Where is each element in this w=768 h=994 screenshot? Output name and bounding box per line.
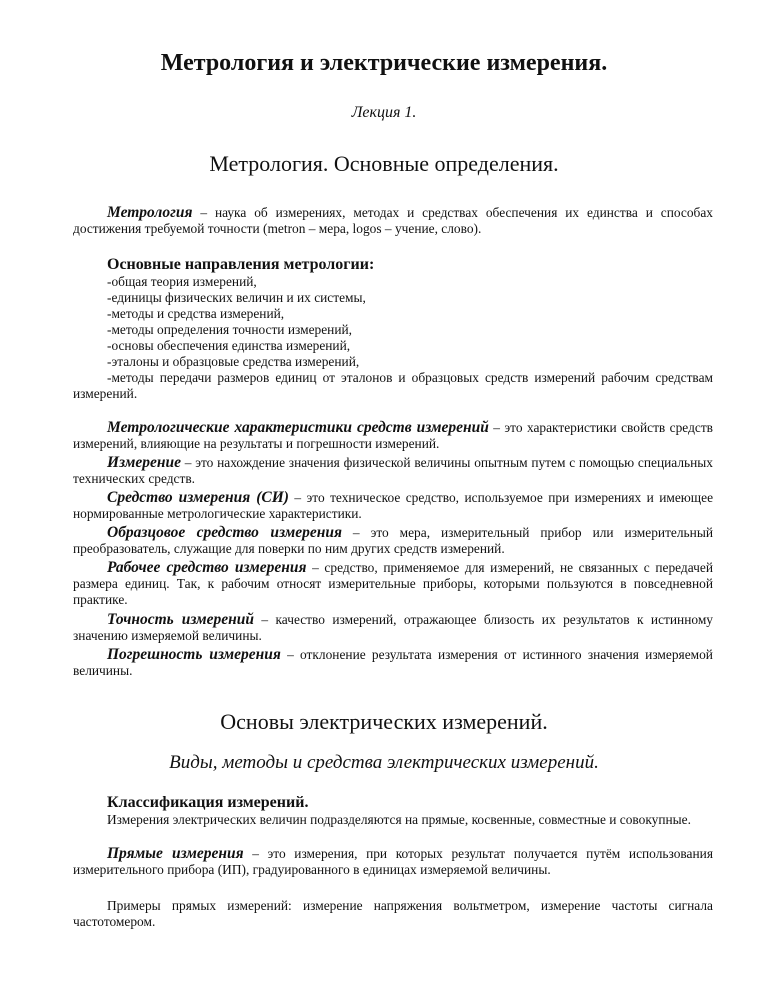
definition-term: Точность измерений <box>107 611 254 628</box>
definition-working-instrument <box>73 560 713 608</box>
definition-term: Метрология <box>107 204 193 221</box>
directions-heading: Основные направления метрологии: <box>107 256 375 273</box>
direct-measurement-examples <box>73 898 713 930</box>
section-subheading: Виды, методы и средства электрических измерений. <box>169 752 599 773</box>
list-item: -методы и средства измерений, <box>107 306 285 321</box>
definition-text: – это характеристики свойств средств измерений, влияющие на результаты и погрешности измерений. <box>73 420 714 451</box>
list-item: -общая теория измерений, <box>107 274 257 289</box>
definition-text: – средство, применяемое для измерений, не связанных с передачей размера единиц. Так, к рабочим относят измерительные приборы, которыми пользуются в повседневной практике. <box>73 560 713 607</box>
definition-term: Прямые измерения <box>107 845 244 862</box>
document-title: Метрология и электрические измерения. <box>160 50 608 76</box>
list-item: -методы определения точности измерений, <box>107 322 352 337</box>
definition-text: – отклонение результата измерения от истинного значения измеряемой величины. <box>73 647 713 678</box>
lecture-number: Лекция 1. <box>351 104 417 121</box>
classification-heading: Классификация измерений. <box>107 794 309 811</box>
definition-term: Образцовое средство измерения <box>107 524 342 541</box>
definition-reference-instrument <box>73 525 713 557</box>
directions-list <box>73 274 713 402</box>
definition-text: – это нахождение значения физической величины опытным путем с помощью специальных технических средств. <box>73 455 713 486</box>
list-item: -методы передачи размеров единиц от эталонов и образцовых средств измерений рабочим средствам измерений. <box>73 370 713 401</box>
definition-text: – это мера, измерительный прибор или измерительный преобразователь, служащие для поверки по ним других средств измерений. <box>73 525 713 556</box>
definition-metrological-characteristics <box>73 420 713 452</box>
definition-error <box>73 647 713 679</box>
list-item: -единицы физических величин и их системы, <box>107 290 366 305</box>
definition-text: – это техническое средство, используемое при измерениях и имеющее нормированные метрологические характеристики. <box>73 490 714 521</box>
definition-term: Метрологические характеристики средств измерений <box>107 419 489 436</box>
definition-direct-measurements <box>73 846 713 878</box>
examples-text: Примеры прямых измерений: измерение напряжения вольтметром, измерение частоты сигнала частотомером. <box>73 898 713 929</box>
section-heading-metrology: Метрология. Основные определения. <box>209 151 559 176</box>
classification-intro-text: Измерения электрических величин подразделяются на прямые, косвенные, совместные и совокупные. <box>107 812 691 827</box>
definition-measurement <box>73 455 713 487</box>
definition-term: Рабочее средство измерения <box>107 559 307 576</box>
list-item: -эталоны и образцовые средства измерений, <box>107 354 360 369</box>
definition-measuring-instrument <box>73 490 713 522</box>
definition-accuracy <box>73 612 713 644</box>
metrology-definition <box>73 205 713 237</box>
definition-term: Погрешность измерения <box>107 646 281 663</box>
section-heading-electrical: Основы электрических измерений. <box>220 709 548 734</box>
definition-term: Средство измерения (СИ) <box>107 489 289 506</box>
definition-text: – это измерения, при которых результат получается путём использования измерительного прибора (ИП), градуированного в единицах измеряемой величины. <box>73 846 713 877</box>
classification-intro <box>73 812 713 828</box>
list-item: -основы обеспечения единства измерений, <box>107 338 351 353</box>
definition-text: – наука об измерениях, методах и средствах обеспечения их единства и способах достижения требуемой точности (metron – мера, logos – учение, слово). <box>73 205 713 236</box>
definition-term: Измерение <box>107 454 181 471</box>
definition-text: – качество измерений, отражающее близость их результатов к истинному значению измеряемой величины. <box>73 612 713 643</box>
